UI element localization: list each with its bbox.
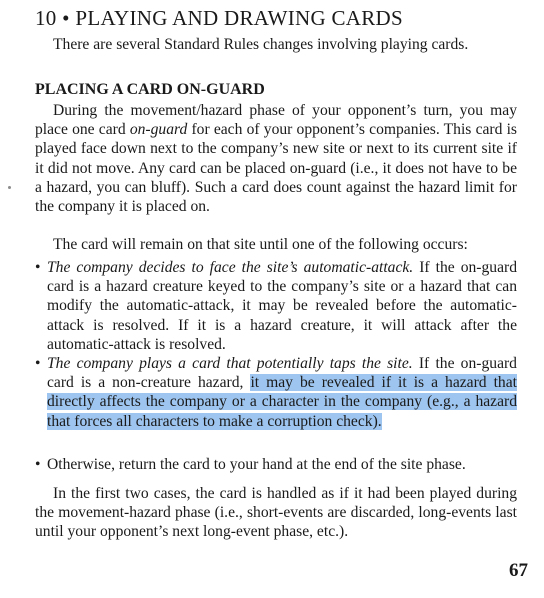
paragraph-text: During the movement/hazard phase of your opponent’s turn, you may place one card: [35, 102, 517, 139]
bullet-marker: •: [35, 355, 41, 372]
emphasis-on-guard: on-guard: [129, 121, 188, 139]
list-item-text: Otherwise, return the card to your hand at the end of the site phase.: [47, 456, 466, 473]
list-item-body: If the on-guard card is a non-creature hazard,: [47, 355, 517, 392]
bullet-marker: •: [35, 456, 41, 473]
paragraph-remain: The card will remain on that site until one of the following occurs:: [53, 236, 468, 253]
bullet-marker: •: [35, 259, 41, 276]
list-item: [35, 455, 517, 474]
list-item: [35, 258, 517, 354]
intro-paragraph: There are several Standard Rules changes involving playing cards.: [53, 36, 469, 53]
page-number: 67: [509, 560, 528, 581]
highlighted-selection: it may be revealed if it is a hazard that directly affects the company or a character in the company (e.g., a hazard that forces all characters to make a corruption check).: [47, 374, 517, 430]
list-item-text: [47, 354, 517, 431]
section-heading: PLACING A CARD ON-GUARD: [35, 81, 265, 98]
paragraph-text: for each of your opponent’s companies. This card is played face down next to the company’s new site or next to its current site if it did not move. Any card can be placed on-guard (i.e., it does not have to be a hazard, you can bluff). Such a card does count against the hazard limit for the company it is placed on.: [35, 121, 517, 216]
chapter-title: 10 • PLAYING AND DRAWING CARDS: [35, 6, 403, 30]
list-item-emphasis: The company plays a card that potentially taps the site.: [47, 355, 413, 372]
list-item-text: [47, 258, 517, 354]
list-item: [35, 354, 517, 431]
paragraph-placing-on-guard: [35, 101, 517, 216]
margin-mark: [8, 186, 11, 189]
list-item-emphasis: The company decides to face the site’s automatic-attack.: [47, 259, 414, 276]
list-item-body: If the on-guard card is a hazard creature keyed to the company’s site or a hazard that can modify the automatic-attack, it may be revealed before the automatic-attack is resolved. If it is a hazard creature, it will attack after the automatic-attack is resolved.: [47, 259, 517, 353]
paragraph-first-two-cases: In the first two cases, the card is handled as if it had been played during the movement-hazard phase (i.e., short-events are discarded, long-events last until your opponent’s next long-event phase, etc.).: [35, 485, 517, 541]
